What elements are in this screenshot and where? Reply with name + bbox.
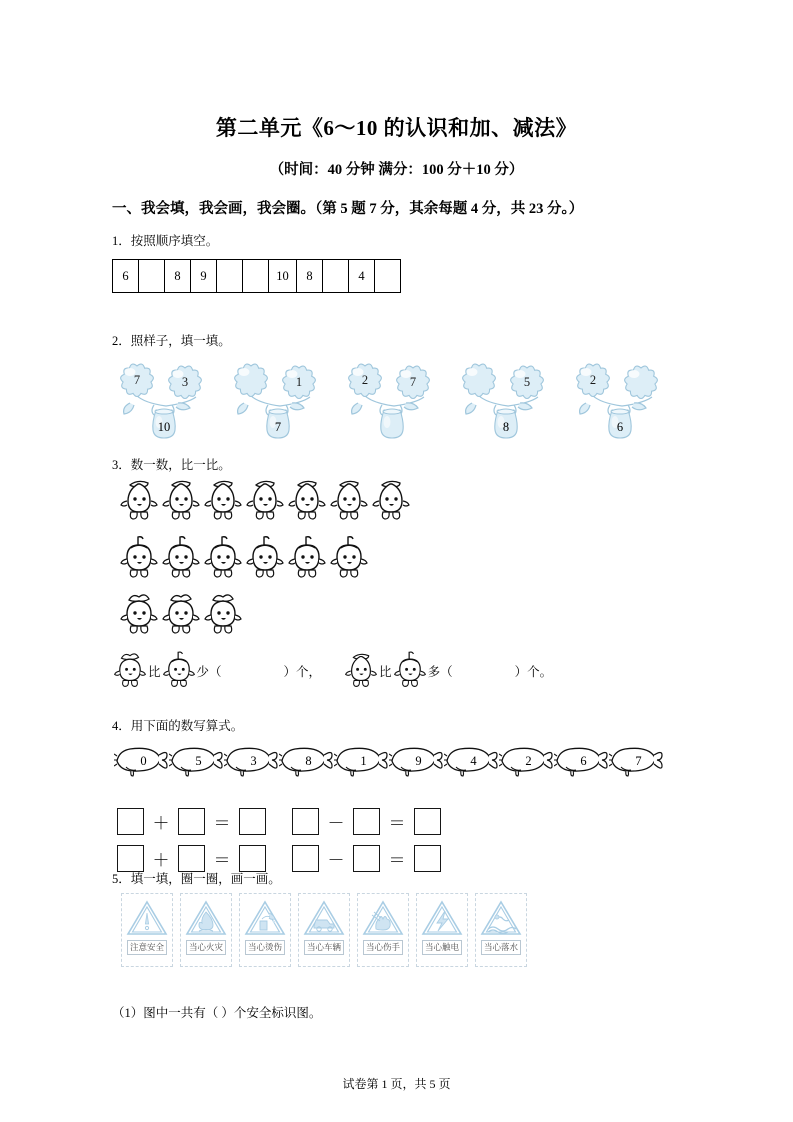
safety-sign-row <box>121 893 527 967</box>
apple-doll-icon <box>286 532 328 585</box>
safety-sign-caption: 当心火灾 <box>186 940 226 955</box>
balloon-left-4[interactable] <box>456 357 502 403</box>
balloon-right-4[interactable] <box>504 359 550 405</box>
equation-3-operand-2[interactable] <box>353 845 380 872</box>
apple-doll-icon <box>202 532 244 585</box>
scald-hazard-icon <box>244 899 286 937</box>
equation-0-equals: ＝ <box>213 814 231 833</box>
balloon-value: 2 <box>361 372 369 387</box>
whale-value: 2 <box>525 753 532 768</box>
number-cell-8[interactable] <box>323 260 349 292</box>
safety-sign-4[interactable] <box>298 893 350 967</box>
number-cell-4[interactable] <box>217 260 243 292</box>
safety-sign-caption: 当心烫伤 <box>245 940 285 955</box>
safety-sign-6[interactable] <box>416 893 468 967</box>
question-3-label: 3．数一数，比一比。 <box>112 458 231 472</box>
number-strip-table[interactable] <box>112 259 401 293</box>
question-5-label: 5．填一填，圈一圈，画一画。 <box>112 872 281 886</box>
equation-1-operand-2[interactable] <box>353 808 380 835</box>
safety-sign-5[interactable] <box>357 893 409 967</box>
apple-doll-icon <box>328 532 370 585</box>
whale-value: 3 <box>250 753 257 768</box>
balloon-group-1 <box>112 355 224 443</box>
compare-close-1: ）个， <box>283 664 322 679</box>
whale-value: 5 <box>195 753 202 768</box>
bow-doll-icon <box>202 588 244 641</box>
balloon-pouch-2[interactable] <box>258 402 298 442</box>
whale-value: 6 <box>580 753 587 768</box>
warning-exclamation-icon <box>126 899 168 937</box>
whale-number-4 <box>334 745 389 777</box>
hand-injury-icon <box>362 899 404 937</box>
balloon-left-2[interactable] <box>228 357 274 403</box>
apple-doll-icon <box>392 648 428 693</box>
bow-doll-icon <box>112 648 148 693</box>
equation-3-operator: － <box>327 851 345 870</box>
number-cell-0[interactable]: 6 <box>113 260 139 292</box>
pouch-value: 7 <box>274 420 282 434</box>
apple-doll-icon <box>161 648 197 693</box>
whale-number-9 <box>609 745 664 777</box>
whale-number-3 <box>279 745 334 777</box>
question-5-sub-1: （1）图中一共有（ ）个安全标识图。 <box>112 1006 322 1020</box>
equation-2-operator: ＋ <box>152 851 170 870</box>
balloon-value: 3 <box>181 374 189 389</box>
number-cell-10[interactable] <box>375 260 401 292</box>
balloon-left-3[interactable] <box>342 357 388 403</box>
page-title: 第二单元《6～10 的认识和加、减法》 <box>215 116 578 140</box>
equation-3-operand-1[interactable] <box>292 845 319 872</box>
apple-doll-icon <box>160 532 202 585</box>
whale-value: 9 <box>415 753 422 768</box>
number-cell-9[interactable]: 4 <box>349 260 375 292</box>
number-cell-2[interactable]: 8 <box>165 260 191 292</box>
compare-word-1: 比 <box>148 664 161 679</box>
hat-doll-icon <box>286 474 328 527</box>
balloon-left-1[interactable] <box>114 357 160 403</box>
equation-2-operand-2[interactable] <box>178 845 205 872</box>
safety-sign-3[interactable] <box>239 893 291 967</box>
compare-word-2: 比 <box>379 664 392 679</box>
apple-doll-icon <box>244 532 286 585</box>
equation-0-result[interactable] <box>239 808 266 835</box>
number-cell-1[interactable] <box>139 260 165 292</box>
safety-sign-caption: 当心车辆 <box>304 940 344 955</box>
pouch-value: 10 <box>157 420 171 434</box>
balloon-pouch-3[interactable] <box>372 402 412 442</box>
balloon-left-5[interactable] <box>570 357 616 403</box>
balloon-value: 1 <box>295 374 303 389</box>
whale-value: 4 <box>470 753 477 768</box>
balloon-value: 7 <box>409 374 417 389</box>
pouch-value: 6 <box>616 420 624 434</box>
compare-close-2: ）个。 <box>514 664 553 679</box>
exam-meta: （时间：40 分钟 满分：100 分＋10 分） <box>269 162 524 178</box>
balloon-group-3 <box>340 355 452 443</box>
safety-sign-caption: 当心落水 <box>481 940 521 955</box>
equation-3-equals: ＝ <box>388 851 406 870</box>
section-heading: 一、我会填，我会画，我会圈。（第 5 题 7 分，其余每题 4 分，共 23 分。） <box>112 201 584 217</box>
balloon-group-5 <box>568 355 680 443</box>
hat-doll-icon <box>202 474 244 527</box>
number-cell-7[interactable]: 8 <box>297 260 323 292</box>
balloon-value: 2 <box>589 372 597 387</box>
hat-doll-icon <box>370 474 412 527</box>
whale-value: 1 <box>360 753 367 768</box>
whale-number-5 <box>389 745 444 777</box>
balloon-pouch-4[interactable] <box>486 402 526 442</box>
whale-number-2 <box>224 745 279 777</box>
number-cell-6[interactable]: 10 <box>269 260 297 292</box>
balloon-right-5[interactable] <box>618 359 664 405</box>
safety-sign-caption: 当心伤手 <box>363 940 403 955</box>
equation-1-equals: ＝ <box>388 814 406 833</box>
balloon-right-3[interactable] <box>390 359 436 405</box>
whale-value: 7 <box>635 753 642 768</box>
balloon-value: 5 <box>523 374 531 389</box>
fire-hazard-icon <box>185 899 227 937</box>
balloon-pouch-5[interactable] <box>600 402 640 442</box>
whale-number-1 <box>169 745 224 777</box>
drowning-hazard-icon <box>480 899 522 937</box>
question-2-label: 2．照样子，填一填。 <box>112 334 231 348</box>
number-cell-5[interactable] <box>243 260 269 292</box>
balloon-right-1[interactable] <box>162 359 208 405</box>
hat-doll-icon <box>160 474 202 527</box>
vehicle-hazard-icon <box>303 899 345 937</box>
safety-sign-caption: 当心触电 <box>422 940 462 955</box>
balloon-group-2 <box>226 355 338 443</box>
doll-row-3 <box>118 588 244 641</box>
hat-doll-icon <box>343 648 379 693</box>
equation-row-2[interactable] <box>117 845 441 872</box>
hat-doll-icon <box>118 474 160 527</box>
hat-doll-icon <box>244 474 286 527</box>
whale-number-row <box>114 745 664 777</box>
balloon-right-2[interactable] <box>276 359 322 405</box>
equation-0-operand-2[interactable] <box>178 808 205 835</box>
page-footer: 试卷第 1 页，共 5 页 <box>342 1077 451 1091</box>
safety-sign-caption: 注意安全 <box>127 940 167 955</box>
equation-2-equals: ＝ <box>213 851 231 870</box>
bow-doll-icon <box>118 588 160 641</box>
equation-1-operator: － <box>327 814 345 833</box>
equation-2-operand-1[interactable] <box>117 845 144 872</box>
balloon-pairs-group <box>112 355 692 445</box>
safety-sign-7[interactable] <box>475 893 527 967</box>
equation-1-operand-1[interactable] <box>292 808 319 835</box>
doll-row-2 <box>118 532 370 585</box>
whale-value: 8 <box>305 753 312 768</box>
hat-doll-icon <box>328 474 370 527</box>
question-1-label: 1．按照顺序填空。 <box>112 234 219 248</box>
safety-sign-1[interactable] <box>121 893 173 967</box>
equation-0-operand-1[interactable] <box>117 808 144 835</box>
whale-value: 0 <box>140 753 147 768</box>
bow-doll-icon <box>160 588 202 641</box>
equation-3-result[interactable] <box>414 845 441 872</box>
compare-rel-1: 少（ <box>196 664 222 679</box>
balloon-pouch-1[interactable] <box>144 402 184 442</box>
doll-row-1 <box>118 474 412 527</box>
whale-number-6 <box>444 745 499 777</box>
electric-shock-icon <box>421 899 463 937</box>
balloon-group-4 <box>454 355 566 443</box>
safety-sign-2[interactable] <box>180 893 232 967</box>
apple-doll-icon <box>118 532 160 585</box>
equation-0-operator: ＋ <box>152 814 170 833</box>
number-cell-3[interactable]: 9 <box>191 260 217 292</box>
equation-1-result[interactable] <box>414 808 441 835</box>
question-4-label: 4．用下面的数写算式。 <box>112 719 244 733</box>
balloon-value: 7 <box>133 372 141 387</box>
equation-2-result[interactable] <box>239 845 266 872</box>
whale-number-7 <box>499 745 554 777</box>
whale-number-8 <box>554 745 609 777</box>
whale-number-0 <box>114 745 169 777</box>
compare-rel-2: 多（ <box>427 664 453 679</box>
equation-row-1[interactable] <box>117 808 441 835</box>
compare-sentence <box>112 648 552 693</box>
pouch-value: 8 <box>502 420 510 434</box>
